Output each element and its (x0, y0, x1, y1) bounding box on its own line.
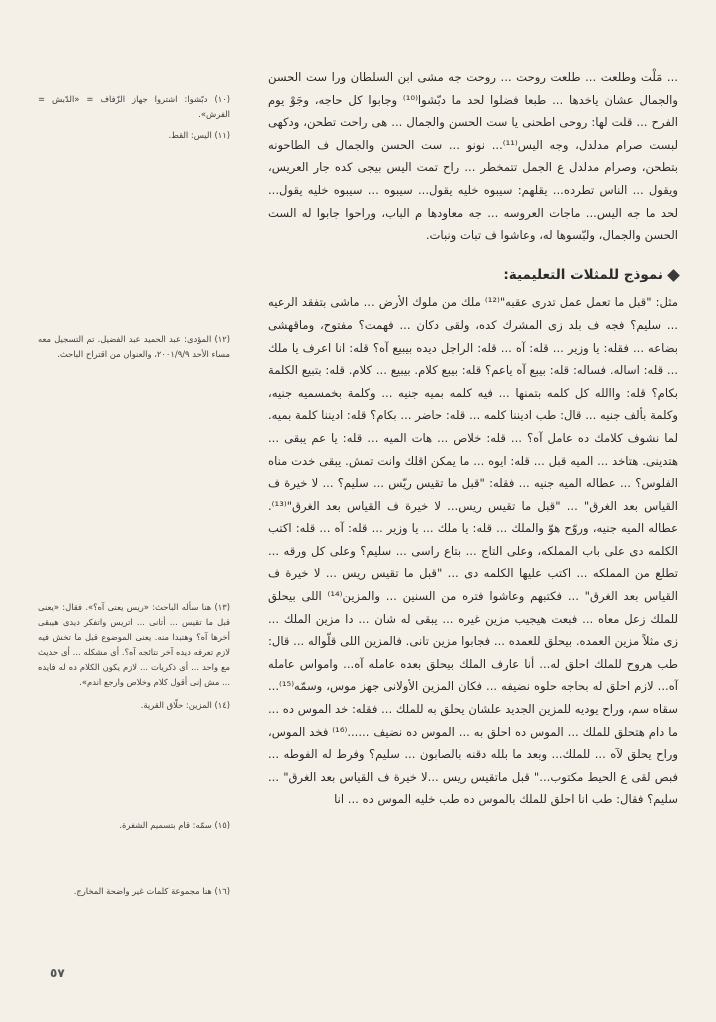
footnote-11: (١١) اليس: القط. (168, 130, 230, 140)
section-heading-text: نموذج للمثلات التعليمية: (503, 266, 663, 283)
footnotes-group-3 (38, 600, 230, 713)
footnotes-group-2 (38, 332, 230, 362)
main-text (268, 66, 678, 811)
page-number: ٥٧ (50, 966, 65, 980)
section-heading (268, 264, 678, 287)
footnote-13: (١٣) هنا سأله الباحث: «ريس يعنى آه؟». فقال: «يعنى قبل ما تقيس ... أتانى ... اتريس واتفكر ديدى هيبقى أخرها آه؟ وهتبدا منه. يعنى الموضوع قبل ما تخش فيه لازم تعرفه ديده آخر نتائجه آه؟. أى مشكله ... أى حديث مع واحد ... أى ذكريات ... لازم يكون الكلام ده له فايده ... مش إنى أقول كلام وخلاص وارجع اندم». (38, 602, 230, 687)
footnote-16: (١٦) هنا مجموعة كلمات غير واضحة المخارج. (73, 886, 230, 896)
footnote-15: (١٥) سمّه: قام بتسميم الشفرة. (119, 820, 230, 830)
footnotes-group-1 (38, 92, 230, 143)
footnote-12: (١٢) المؤدى: عبد الحميد عبد الفضيل. تم التسجيل معه مساء الأحد ٢٠٠١/٩/٩، والعنوان من اقتراح الباحث. (38, 334, 230, 359)
story-ending-paragraph: ... مَلْت وطلعت ... طلعت روحت ... روحت جه مشى ابن السلطان ورا ست الحسن والجمال عشان ياخدها ... طبعا فضلوا لحد ما دبّشوا⁽¹⁰⁾ وجابوا كل حاجه، وجَوْ يوم الفرح ... قلت لها: روحى اطحنى يا ست الحسن والجمال ... هى راحت تطحن، ودكهى لبست صرام مدلدل، وجه اليس⁽¹¹⁾... نونو ... ست الحسن والجمال ف الطاحونه بتطحن، وصرام مدلدل ع الجمل تتمخطر ... راح تمت اليس بيجى كده جار العريس، ويقول ... الناس تطرده... يقلهم: سيبوه خليه يقول... سيبوه ... سيبوه خليه يقول... لحد ما جه اليس... ماجات العروسه ... جه معاودها م الباب، وراحوا جابوا له الست الحسن والجمال، ولبّسوها له، وعاشوا ف تبات ونبات. (268, 70, 678, 243)
footnote-14: (١٤) المزين: حلّاق القرية. (140, 700, 230, 710)
footnotes-group-5 (38, 884, 230, 899)
heading-bullet-icon (667, 269, 680, 282)
footnote-10: (١٠) دبّشوا: اشتروا جهاز الزّفاف = «الدّبش = الفرش». (38, 94, 230, 119)
footnotes-group-4 (38, 818, 230, 833)
example-paragraph: مثل: "قبل ما تعمل عمل تدرى عقبه"⁽¹²⁾ ملك من ملوك الأرض ... ماشى بتفقد الرعيه ... سليم؟ فجه ف بلد زى المشرك كده، ولقى دكان ... فهمت؟ مفتوح، وماقهشى بضاعه ... فقله: يا وزير ... قله: آه ... قله: الراجل ديده بيبيع آه؟ قله: انا اعرف يا ملك ... قله: اساله. فساله: قله: بيبع آه ياعم؟ قله: بيبع كلام. بيبيع ... كلام. قله: بتبيع الكلمة بكام؟ قله: واالله كل كلمه بتمنها ... فيه كلمه بميه جنيه ... وكلمة بخمسميه جنيه، وكلمة بألف جنيه ... قال: طب اديننا كلمه ... قله: حاضر ... بكام؟ قله: اديننا كلمة بميه. لما نشوف كلامك ده عامل آه؟ ... قله: خلاص ... هات الميه ... قله: يا عم يبقى ... هتدينى. هتاخد ... الميه قبل ... قله: ايوه ... ما يمكن اقلك وانت تمش. يبقى خدت مناه الفلوس؟ ... عطاله الميه جنيه ... فقله: "قبل ما تقيس ريّس ... سليم؟ ... لا خيرة ف القياس بعد الغرق" ... "قبل ما تقيس ريس... لا خيرة ف القياس بعد الغرق"⁽¹³⁾. عطاله الميه جنيه، وروّح هوّ والملك ... قله: يا ملك ... يا وزير ... قله: آه ... قله: اكتب الكلمه دى على باب المملكه، وعلى التاج ... بتاع راسى ... سليم؟ وعلى كل ورقه ... تطلع من المملكه ... اكتب عليها الكلمه دى ... "قبل ما تقيس ريس ... لا خيرة ف القياس بعد الغرق" ... فكتبهم وعاشوا فتره من السنين ... والمزين⁽¹⁴⁾ اللى بيحلق للملك زعل معاه ... فبعت هيجيب مزين غيره ... يبقى له شان ... دا مزين الملك ... زى مثلاً مزين العمده. بيحلق للعمده ... فجابوا مزين تانى. فالمزين اللى قلّواله ... قال: طب هروح للملك احلق له... أنا عارف الملك بيحلق بعده عامله آه... وامواس عامله آه... لازم احلق له بحاجه حلوه نضيفه ... فكان المزين الأولانى جهز موس، وسمّه⁽¹⁵⁾... سقاه سم، وراح يوديه للمزين الجديد علشان يحلق به للملك ... فقله: خد الموس ده ... ما دام هتحلق للملك ... الموس ده احلق به ... الموس ده نضيف ......⁽¹⁶⁾ فخد الموس، وراح يحلق لآه ... للملك... وبعد ما بلله دقنه بالصابون ... سليم؟ وفرط له الفوطه ... فبص لقى ع الحيط مكتوب..." قبل ماتقيس ريس ...لا خيرة ف القياس بعد الغرق" ... سليم؟ فقال: طب انا احلق للملك بالموس ده طب خليه الموس ده ... انا (268, 295, 678, 807)
